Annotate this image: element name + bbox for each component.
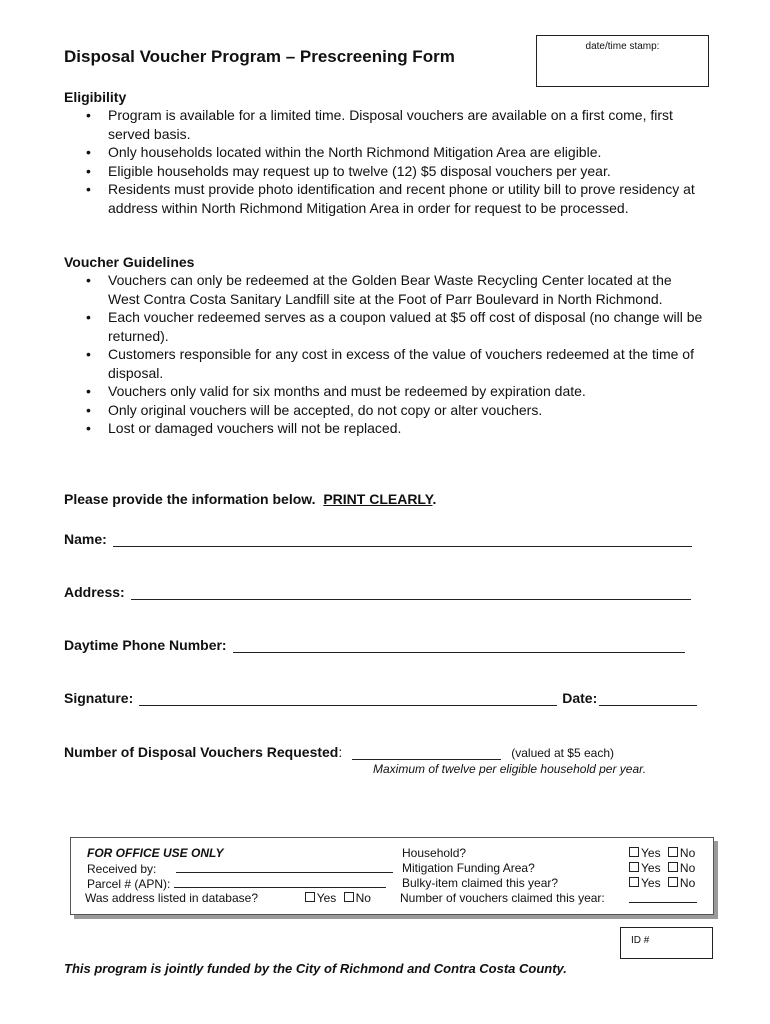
guideline-item: • Vouchers can only be redeemed at the Golden Bear Waste Recycling Center located at the West Contra Costa Sanitary Landfill site at the Foot of Parr Boulevard in North Richmond. <box>64 271 704 308</box>
instructions-end: . <box>432 491 437 507</box>
signature-field[interactable] <box>139 691 557 706</box>
office-heading: FOR OFFICE USE ONLY <box>87 846 224 860</box>
guideline-item: • Each voucher redeemed serves as a coupon valued at $5 off cost of disposal (no change will be returned). <box>64 308 704 345</box>
signature-label: Signature: <box>64 690 134 706</box>
guideline-item: • Lost or damaged vouchers will not be replaced. <box>64 419 704 438</box>
parcel-field[interactable] <box>174 876 386 888</box>
phone-label: Daytime Phone Number: <box>64 637 227 653</box>
page-title: Disposal Voucher Program – Prescreening Form <box>64 47 455 66</box>
guidelines-list <box>64 271 704 438</box>
household-yes-label: Yes <box>641 846 661 860</box>
mitigation-yes-label: Yes <box>641 861 661 875</box>
guidelines-heading: Voucher Guidelines <box>64 254 195 270</box>
office-use-box <box>70 837 714 915</box>
office-mid-column <box>402 846 605 906</box>
household-no-label: No <box>679 846 696 860</box>
eligibility-item: • Program is available for a limited time. Disposal vouchers are available on a first come, first served basis. <box>64 106 704 143</box>
listed-yes-label: Yes <box>316 891 337 905</box>
guidelines-section <box>64 253 704 438</box>
eligibility-list <box>64 106 704 217</box>
print-clearly-emphasis: PRINT CLEARLY <box>323 491 433 507</box>
bulky-label: Bulky-item claimed this year? <box>402 876 559 890</box>
household-options <box>625 846 697 861</box>
office-right-column <box>625 846 697 906</box>
name-label: Name: <box>64 531 107 547</box>
num-claimed-label: Number of vouchers claimed this year: <box>400 891 605 905</box>
eligibility-item: • Residents must provide photo identification and recent phone or utility bill to prove residency at address within North Richmond Mitigation Area in order for request to be processed. <box>64 180 704 217</box>
bulky-no-label: No <box>679 876 696 890</box>
household-no-checkbox[interactable] <box>668 847 678 857</box>
vouchers-row <box>64 744 614 760</box>
household-yes-checkbox[interactable] <box>629 847 639 857</box>
mitigation-no-checkbox[interactable] <box>668 862 678 872</box>
date-label: Date: <box>562 690 598 706</box>
vouchers-max-note: Maximum of twelve per eligible household per year. <box>373 762 647 776</box>
address-row <box>64 584 691 600</box>
guideline-item: • Only original vouchers will be accepted, do not copy or alter vouchers. <box>64 401 704 420</box>
listed-no-label: No <box>355 891 371 905</box>
guideline-item: • Vouchers only valid for six months and must be redeemed by expiration date. <box>64 382 704 401</box>
id-label: ID # <box>631 935 650 946</box>
instructions-line <box>64 491 436 507</box>
guideline-item: • Customers responsible for any cost in excess of the value of vouchers redeemed at the time of disposal. <box>64 345 704 382</box>
eligibility-item: • Only households located within the North Richmond Mitigation Area are eligible. <box>64 143 704 162</box>
bulky-yes-label: Yes <box>641 876 661 890</box>
eligibility-heading: Eligibility <box>64 89 127 105</box>
mitigation-no-label: No <box>679 861 696 875</box>
mitigation-label: Mitigation Funding Area? <box>402 861 535 875</box>
bulky-yes-checkbox[interactable] <box>629 877 639 887</box>
listed-yes-checkbox[interactable] <box>305 892 315 902</box>
signature-row <box>64 690 697 706</box>
office-left-column <box>87 846 393 906</box>
datetime-stamp-label: date/time stamp: <box>585 41 660 52</box>
num-claimed-row <box>625 891 697 906</box>
phone-field[interactable] <box>233 638 685 653</box>
listed-no-checkbox[interactable] <box>344 892 354 902</box>
address-label: Address: <box>64 584 125 600</box>
bulky-options <box>625 876 697 891</box>
date-field[interactable] <box>599 691 697 706</box>
vouchers-colon: : <box>338 744 343 760</box>
datetime-stamp-box <box>536 35 709 87</box>
address-field[interactable] <box>131 585 691 600</box>
id-box[interactable] <box>620 927 713 959</box>
vouchers-label: Number of Disposal Vouchers Requested <box>64 744 339 760</box>
vouchers-value-note: (valued at $5 each) <box>511 746 614 760</box>
name-row <box>64 531 692 547</box>
num-claimed-field[interactable] <box>629 891 697 903</box>
received-by-row <box>87 861 393 876</box>
eligibility-section <box>64 88 704 217</box>
instructions-text: Please provide the information below. <box>64 491 316 507</box>
mitigation-options <box>625 861 697 876</box>
phone-row <box>64 637 685 653</box>
funding-footer: This program is jointly funded by the City of Richmond and Contra Costa County. <box>64 961 567 976</box>
received-by-field[interactable] <box>176 861 393 873</box>
listed-row <box>85 891 393 906</box>
vouchers-count-field[interactable] <box>352 745 501 760</box>
listed-label: Was address listed in database? <box>85 891 258 905</box>
bulky-no-checkbox[interactable] <box>668 877 678 887</box>
mitigation-yes-checkbox[interactable] <box>629 862 639 872</box>
received-by-label: Received by: <box>87 862 157 876</box>
parcel-row <box>87 876 393 891</box>
household-label: Household? <box>402 846 467 860</box>
parcel-label: Parcel # (APN): <box>87 877 171 891</box>
eligibility-item: • Eligible households may request up to twelve (12) $5 disposal vouchers per year. <box>64 162 704 181</box>
name-field[interactable] <box>113 532 692 547</box>
